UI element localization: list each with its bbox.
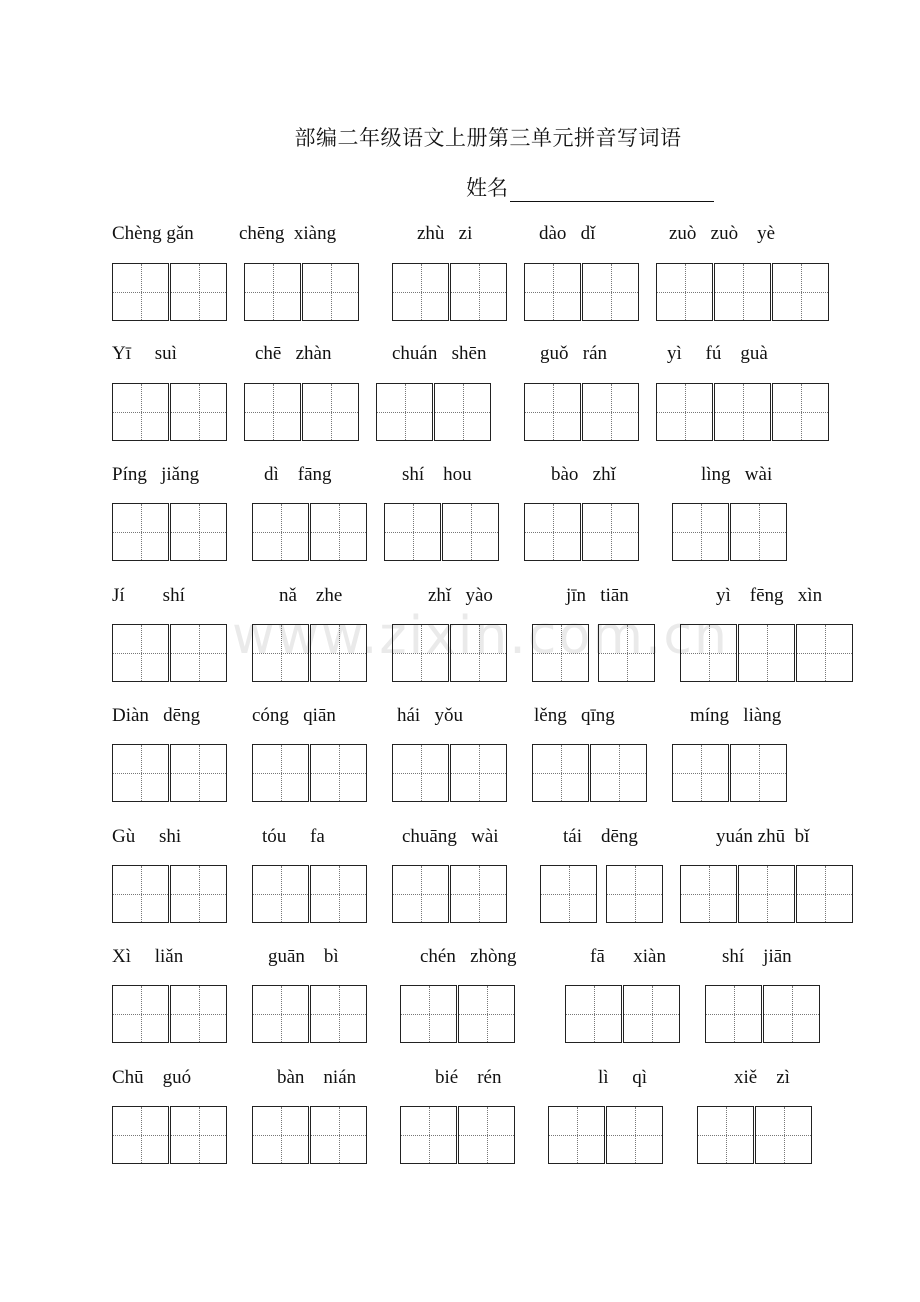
pinyin-label: zhù zi (417, 223, 473, 244)
tianzige-writing-box[interactable] (392, 744, 449, 802)
tianzige-writing-box[interactable] (524, 263, 581, 321)
tianzige-writing-box[interactable] (590, 744, 647, 802)
pinyin-label: Píng jiǎng (112, 464, 200, 485)
pinyin-label: bàn nián (277, 1067, 357, 1088)
tianzige-writing-box[interactable] (450, 865, 507, 923)
tianzige-writing-box[interactable] (730, 503, 787, 561)
tianzige-writing-box[interactable] (112, 1106, 169, 1164)
tianzige-writing-box[interactable] (450, 624, 507, 682)
pinyin-label: hái yǒu (397, 705, 463, 726)
pinyin-label: Diàn dēng (112, 705, 201, 726)
tianzige-writing-box[interactable] (310, 1106, 367, 1164)
tianzige-writing-box[interactable] (302, 263, 359, 321)
pinyin-label: Gù shi (112, 826, 182, 847)
pinyin-label: bào zhǐ (551, 464, 616, 485)
tianzige-writing-box[interactable] (170, 624, 227, 682)
pinyin-label: shí jiān (722, 946, 792, 967)
pinyin-label: tóu fa (262, 826, 325, 847)
tianzige-writing-box[interactable] (458, 1106, 515, 1164)
tianzige-writing-box[interactable] (680, 624, 737, 682)
tianzige-writing-box[interactable] (112, 624, 169, 682)
pinyin-label: lěng qīng (534, 705, 615, 726)
tianzige-writing-box[interactable] (170, 503, 227, 561)
tianzige-writing-box[interactable] (302, 383, 359, 441)
tianzige-writing-box[interactable] (112, 744, 169, 802)
tianzige-writing-box[interactable] (697, 1106, 754, 1164)
tianzige-writing-box[interactable] (672, 744, 729, 802)
tianzige-writing-box[interactable] (532, 624, 589, 682)
pinyin-label: chēng xiàng (239, 223, 337, 244)
pinyin-label: Xì liǎn (112, 946, 184, 967)
pinyin-label: chén zhòng (420, 946, 517, 967)
tianzige-writing-box[interactable] (252, 624, 309, 682)
tianzige-writing-box[interactable] (565, 985, 622, 1043)
tianzige-writing-box[interactable] (524, 503, 581, 561)
tianzige-writing-box[interactable] (532, 744, 589, 802)
tianzige-writing-box[interactable] (548, 1106, 605, 1164)
tianzige-writing-box[interactable] (755, 1106, 812, 1164)
pinyin-label: cóng qiān (252, 705, 336, 726)
tianzige-writing-box[interactable] (582, 383, 639, 441)
tianzige-writing-box[interactable] (623, 985, 680, 1043)
pinyin-label: lì qì (598, 1067, 648, 1088)
pinyin-label: dào dǐ (539, 223, 596, 244)
tianzige-writing-box[interactable] (450, 744, 507, 802)
pinyin-label: bié rén (435, 1067, 502, 1088)
pinyin-label: tái dēng (563, 826, 638, 847)
tianzige-writing-box[interactable] (392, 263, 449, 321)
tianzige-writing-box[interactable] (772, 383, 829, 441)
pinyin-label: chuāng wài (402, 826, 499, 847)
tianzige-writing-box[interactable] (310, 744, 367, 802)
tianzige-writing-box[interactable] (252, 1106, 309, 1164)
tianzige-writing-box[interactable] (582, 263, 639, 321)
tianzige-writing-box[interactable] (598, 624, 655, 682)
tianzige-writing-box[interactable] (310, 985, 367, 1043)
pinyin-label: xiě zì (734, 1067, 790, 1088)
tianzige-writing-box[interactable] (252, 865, 309, 923)
pinyin-label: míng liàng (690, 705, 782, 726)
tianzige-writing-box[interactable] (384, 503, 441, 561)
tianzige-writing-box[interactable] (392, 624, 449, 682)
tianzige-writing-box[interactable] (656, 383, 713, 441)
tianzige-writing-box[interactable] (680, 865, 737, 923)
tianzige-writing-box[interactable] (310, 624, 367, 682)
tianzige-writing-box[interactable] (244, 383, 301, 441)
tianzige-writing-box[interactable] (763, 985, 820, 1043)
tianzige-writing-box[interactable] (796, 624, 853, 682)
pinyin-label: Chū guó (112, 1067, 192, 1088)
tianzige-writing-box[interactable] (730, 744, 787, 802)
tianzige-writing-box[interactable] (170, 1106, 227, 1164)
pinyin-label: lìng wài (701, 464, 773, 485)
name-field[interactable] (466, 172, 714, 202)
tianzige-writing-box[interactable] (112, 383, 169, 441)
tianzige-writing-box[interactable] (112, 263, 169, 321)
tianzige-writing-box[interactable] (450, 263, 507, 321)
watermark: www.zixin.com.cn (232, 606, 729, 666)
tianzige-writing-box[interactable] (606, 865, 663, 923)
tianzige-writing-box[interactable] (738, 624, 795, 682)
pinyin-label: guān bì (268, 946, 339, 967)
tianzige-writing-box[interactable] (244, 263, 301, 321)
page-title: 部编二年级语文上册第三单元拼音写词语 (294, 126, 682, 150)
tianzige-writing-box[interactable] (796, 865, 853, 923)
pinyin-label: zuò zuò yè (669, 223, 776, 244)
tianzige-writing-box[interactable] (112, 865, 169, 923)
tianzige-writing-box[interactable] (606, 1106, 663, 1164)
pinyin-label: yì fú guà (667, 343, 768, 364)
pinyin-label: Jí shí (112, 585, 185, 606)
tianzige-writing-box[interactable] (434, 383, 491, 441)
tianzige-writing-box[interactable] (672, 503, 729, 561)
tianzige-writing-box[interactable] (540, 865, 597, 923)
pinyin-label: chē zhàn (255, 343, 332, 364)
pinyin-label: dì fāng (264, 464, 332, 485)
tianzige-writing-box[interactable] (400, 1106, 457, 1164)
pinyin-label: Yī suì (112, 343, 177, 364)
tianzige-writing-box[interactable] (705, 985, 762, 1043)
tianzige-writing-box[interactable] (170, 383, 227, 441)
pinyin-label: nǎ zhe (279, 585, 343, 606)
tianzige-writing-box[interactable] (656, 263, 713, 321)
tianzige-writing-box[interactable] (524, 383, 581, 441)
tianzige-writing-box[interactable] (582, 503, 639, 561)
pinyin-label: Chèng gǎn (112, 223, 194, 244)
tianzige-writing-box[interactable] (310, 503, 367, 561)
pinyin-label: shí hou (402, 464, 472, 485)
pinyin-label: jīn tiān (566, 585, 629, 606)
pinyin-label: guǒ rán (540, 343, 608, 364)
pinyin-label: zhǐ yào (428, 585, 493, 606)
tianzige-writing-box[interactable] (392, 865, 449, 923)
name-underline[interactable] (510, 179, 714, 202)
tianzige-writing-box[interactable] (252, 744, 309, 802)
tianzige-writing-box[interactable] (170, 985, 227, 1043)
pinyin-label: chuán shēn (392, 343, 487, 364)
tianzige-writing-box[interactable] (310, 865, 367, 923)
tianzige-writing-box[interactable] (738, 865, 795, 923)
pinyin-label: fā xiàn (590, 946, 666, 967)
tianzige-writing-box[interactable] (458, 985, 515, 1043)
tianzige-writing-box[interactable] (112, 985, 169, 1043)
tianzige-writing-box[interactable] (170, 263, 227, 321)
name-label: 姓名 (466, 176, 508, 200)
tianzige-writing-box[interactable] (714, 383, 771, 441)
tianzige-writing-box[interactable] (442, 503, 499, 561)
tianzige-writing-box[interactable] (400, 985, 457, 1043)
tianzige-writing-box[interactable] (772, 263, 829, 321)
pinyin-label: yuán zhū bǐ (716, 826, 810, 847)
tianzige-writing-box[interactable] (170, 865, 227, 923)
tianzige-writing-box[interactable] (112, 503, 169, 561)
tianzige-writing-box[interactable] (252, 985, 309, 1043)
tianzige-writing-box[interactable] (252, 503, 309, 561)
pinyin-label: yì fēng xìn (716, 585, 823, 606)
tianzige-writing-box[interactable] (714, 263, 771, 321)
tianzige-writing-box[interactable] (376, 383, 433, 441)
tianzige-writing-box[interactable] (170, 744, 227, 802)
